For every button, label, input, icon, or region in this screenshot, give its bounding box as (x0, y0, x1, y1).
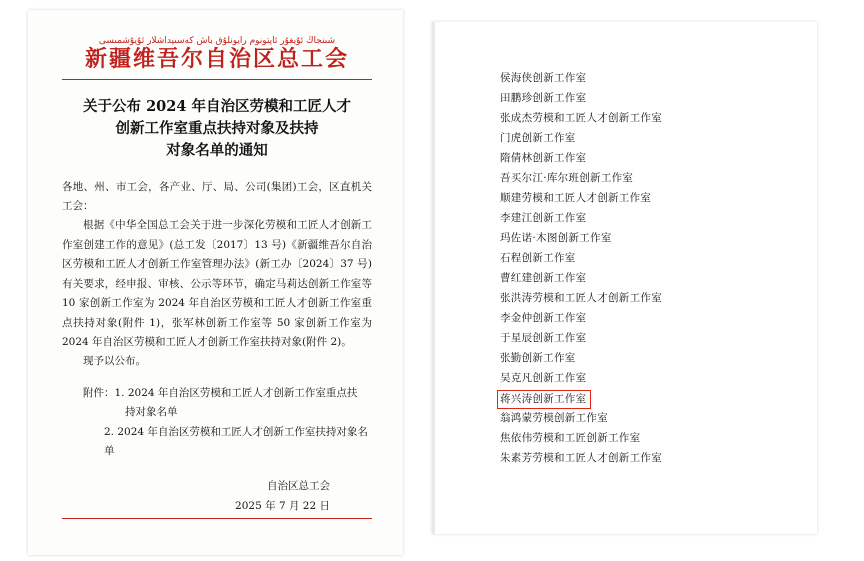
list-item: 李建江创新工作室 (500, 212, 587, 224)
notice-title-line-3: 对象名单的通知 (166, 141, 268, 159)
signature-block (62, 477, 372, 517)
list-item: 石程创新工作室 (500, 252, 576, 264)
list-item: 曹红建创新工作室 (500, 272, 587, 284)
name-list-document-page (432, 22, 817, 534)
notice-body (62, 178, 372, 372)
notice-title-line-2: 创新工作室重点扶持对象及扶持 (115, 120, 319, 138)
list-item: 焦依伟劳模和工匠创新工作室 (500, 432, 641, 444)
list-item: 吴克凡创新工作室 (500, 372, 587, 384)
attachment-list (62, 384, 372, 462)
list-item: 门虎创新工作室 (500, 132, 576, 144)
header-red-divider (62, 79, 372, 80)
list-item: 张勤创新工作室 (500, 352, 576, 364)
attachment-line-2: 持对象名单 (125, 406, 178, 419)
issuing-organization-title: 新疆维吾尔自治区总工会 (84, 47, 349, 72)
list-item: 于星辰创新工作室 (500, 332, 587, 344)
list-item: 朱素芳劳模和工匠人才创新工作室 (500, 452, 662, 464)
notice-paragraph-closing: 现予以公布。 (83, 355, 146, 368)
notice-title (62, 96, 372, 161)
notice-document-page (28, 10, 403, 555)
list-item: 张洪涛劳模和工匠人才创新工作室 (500, 292, 662, 304)
list-item: 张成杰劳模和工匠人才创新工作室 (500, 112, 662, 124)
uyghur-header-text: شىنجاڭ ئۇيغۇر ئاپتونوم رايونلۇق باش كەسىپداشلار ئۇيۇشمىسى (98, 36, 336, 46)
signature-date: 2025 年 7 月 22 日 (235, 500, 330, 513)
list-item: 顺建劳模和工匠人才创新工作室 (500, 192, 652, 204)
list-item: 隋倩林创新工作室 (500, 152, 587, 164)
footer-red-divider (62, 518, 372, 519)
notice-paragraph-addressee: 各地、州、市工会，各产业、厅、局、公司(集团)工会，区直机关工会： (62, 180, 372, 212)
list-item: 田鹏珍创新工作室 (500, 92, 587, 104)
list-item: 吾买尔江·库尔班创新工作室 (500, 172, 634, 184)
workstation-name-list (500, 68, 800, 468)
attachment-line-1: 附件：1. 2024 年自治区劳模和工匠人才创新工作室重点扶 (83, 386, 358, 399)
attachment-line-3: 2. 2024 年自治区劳模和工匠人才创新工作室扶持对象名单 (104, 425, 368, 458)
notice-paragraph-main: 根据《中华全国总工会关于进一步深化劳模和工匠人才创新工作室创建工作的意见》(总工发〔2017〕13 号)《新疆维吾尔自治区劳模和工匠人才创新工作室管理办法》(新工办〔2024〕37 号)有关要求，经申报、审核、公示等环节，确定马莉达创新工作室等 10 家创新工作室为 2024 年自治区劳模和工匠人才创新工作室重点扶持对象(附件 1)，张军林创新工作室等 50 家创新工作室为 2024 年自治区劳模和工匠人才创新工作室扶持对象(附件 2)。 (62, 219, 372, 348)
list-item: 侯海侠创新工作室 (500, 72, 587, 84)
list-item: 翁鸿蒙劳模创新工作室 (500, 412, 608, 424)
highlighted-list-item: 蒋兴涛创新工作室 (497, 390, 591, 409)
notice-title-line-1: 关于公布 2024 年自治区劳模和工匠人才 (83, 98, 351, 116)
notice-content (62, 36, 372, 517)
list-item: 玛佐诺·木图创新工作室 (500, 232, 612, 244)
signature-organization: 自治区总工会 (267, 480, 330, 493)
list-item: 李金仲创新工作室 (500, 312, 587, 324)
